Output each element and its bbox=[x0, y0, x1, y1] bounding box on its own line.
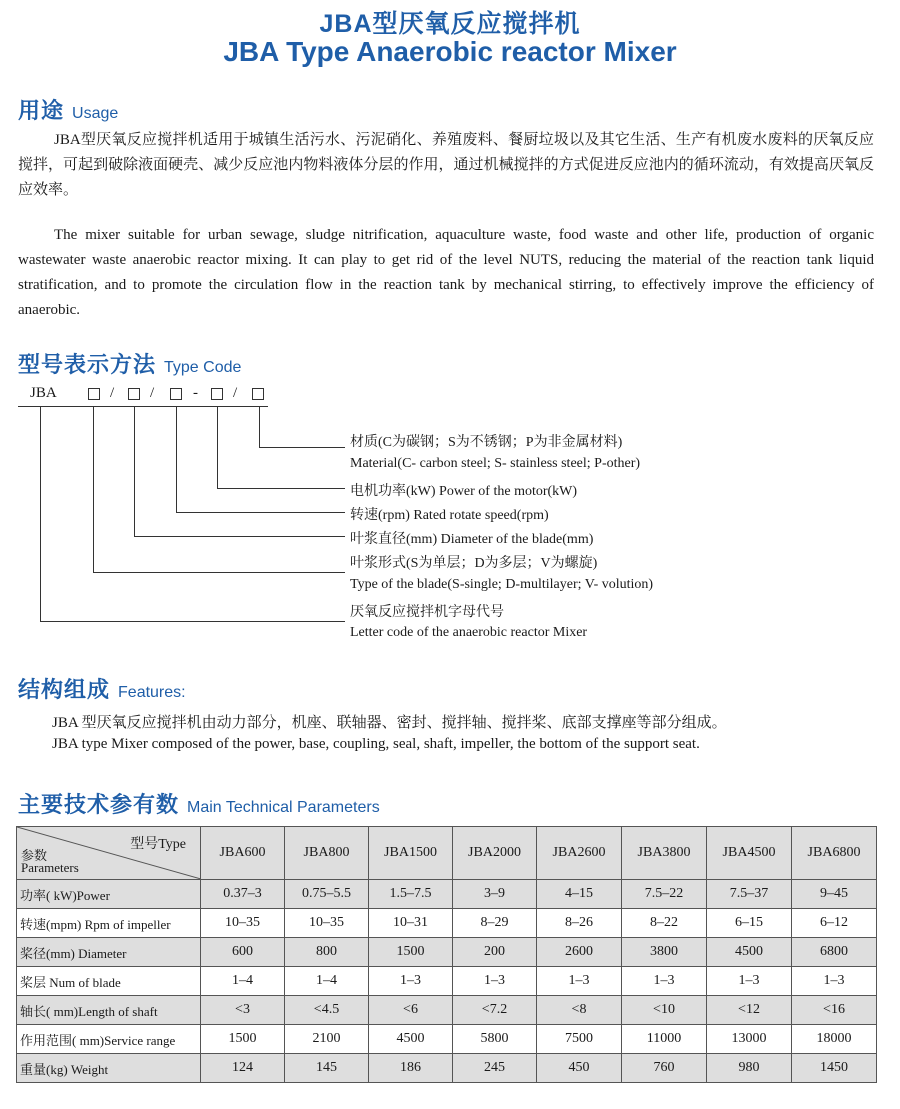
connector-material bbox=[259, 407, 260, 448]
connector-diameter bbox=[134, 536, 345, 537]
code-sep: - bbox=[193, 385, 198, 401]
table-cell: 6–15 bbox=[707, 909, 792, 938]
table-cell: 1500 bbox=[369, 938, 453, 967]
row-label: 转速(mpm) Rpm of impeller bbox=[17, 909, 201, 938]
code-underline bbox=[18, 406, 268, 407]
label-material-cn: 材质(C为碳钢；S为不锈钢；P为非金属材料) bbox=[350, 435, 623, 450]
table-cell: 1450 bbox=[792, 1054, 877, 1083]
row-label: 桨层 Num of blade bbox=[17, 967, 201, 996]
connector-letter-code bbox=[40, 407, 41, 622]
table-corner-cell bbox=[17, 827, 201, 880]
table-cell: 1–3 bbox=[369, 967, 453, 996]
table-cell: 6–12 bbox=[792, 909, 877, 938]
table-cell: 13000 bbox=[707, 1025, 792, 1054]
table-cell: 3800 bbox=[622, 938, 707, 967]
table-cell: 1500 bbox=[201, 1025, 285, 1054]
label-speed: 转速(rpm) Rated rotate speed(rpm) bbox=[350, 508, 549, 523]
page-title-cn: JBA型厌氧反应搅拌机 bbox=[319, 10, 581, 38]
table-cell: 7.5–22 bbox=[622, 880, 707, 909]
params-heading-cn: 主要技术参有数 bbox=[18, 792, 180, 817]
table-cell: <3 bbox=[201, 996, 285, 1025]
model-header: JBA600 bbox=[201, 827, 285, 880]
code-box-diameter bbox=[128, 388, 140, 400]
table-cell: <10 bbox=[622, 996, 707, 1025]
table-cell: <4.5 bbox=[285, 996, 369, 1025]
table-cell: 9–45 bbox=[792, 880, 877, 909]
label-material-en: Material(C- carbon steel; S- stainless steel; P-other) bbox=[350, 456, 641, 471]
usage-paragraph-cn: JBA型厌氧反应搅拌机适用于城镇生活污水、污泥硝化、养殖废料、餐厨垃圾以及其它生活、生产有机废水废料的厌氧反应搅拌，可起到破除液面硬壳、减少反应池内物料液体分层的作用，通过机械搅拌的方式促进反应池内的循环流动，有效提高厌氧反应效率。 bbox=[18, 132, 874, 198]
table-cell: <7.2 bbox=[453, 996, 537, 1025]
table-cell: 4500 bbox=[369, 1025, 453, 1054]
connector-blade-type bbox=[93, 572, 345, 573]
table-cell: 7.5–37 bbox=[707, 880, 792, 909]
type-code-heading-en: Type Code bbox=[164, 359, 242, 376]
connector-diameter bbox=[134, 407, 135, 537]
code-box-blade-type bbox=[88, 388, 100, 400]
table-cell: 10–31 bbox=[369, 909, 453, 938]
table-header-row bbox=[17, 827, 877, 880]
table-cell: <16 bbox=[792, 996, 877, 1025]
table-cell: <6 bbox=[369, 996, 453, 1025]
connector-speed bbox=[176, 512, 345, 513]
row-label: 作用范围( mm)Service range bbox=[17, 1025, 201, 1054]
table-cell: 8–26 bbox=[537, 909, 622, 938]
table-cell: 2600 bbox=[537, 938, 622, 967]
table-cell: 760 bbox=[622, 1054, 707, 1083]
row-label: 功率( kW)Power bbox=[17, 880, 201, 909]
connector-blade-type bbox=[93, 407, 94, 573]
table-cell: 10–35 bbox=[285, 909, 369, 938]
label-letter-code-en: Letter code of the anaerobic reactor Mixer bbox=[350, 625, 588, 640]
table-cell: <8 bbox=[537, 996, 622, 1025]
connector-material bbox=[259, 447, 345, 448]
table-cell: 1–3 bbox=[453, 967, 537, 996]
table-cell: 1–3 bbox=[792, 967, 877, 996]
corner-param-cn: 参数 bbox=[21, 848, 48, 863]
table-cell: 8–22 bbox=[622, 909, 707, 938]
table-row bbox=[17, 967, 877, 996]
table-cell: 1–3 bbox=[622, 967, 707, 996]
corner-param-en: Parameters bbox=[21, 860, 79, 875]
model-header: JBA3800 bbox=[622, 827, 707, 880]
table-cell: 1.5–7.5 bbox=[369, 880, 453, 909]
table-row bbox=[17, 1054, 877, 1083]
table-cell: 11000 bbox=[622, 1025, 707, 1054]
table-cell: <12 bbox=[707, 996, 792, 1025]
corner-type-label: 型号Type bbox=[130, 837, 186, 852]
code-box-speed bbox=[170, 388, 182, 400]
label-letter-code-cn: 厌氧反应搅拌机字母代号 bbox=[350, 605, 504, 620]
table-row bbox=[17, 996, 877, 1025]
label-blade-type-en: Type of the blade(S-single; D-multilayer; V- volution) bbox=[350, 577, 654, 592]
table-cell: 5800 bbox=[453, 1025, 537, 1054]
table-row bbox=[17, 938, 877, 967]
table-cell: 450 bbox=[537, 1054, 622, 1083]
code-sep: / bbox=[150, 385, 155, 401]
label-power: 电机功率(kW) Power of the motor(kW) bbox=[350, 484, 578, 499]
features-text-en: JBA type Mixer composed of the power, base, coupling, seal, shaft, impeller, the bottom of the support seat. bbox=[52, 736, 700, 752]
table-cell: 1–4 bbox=[285, 967, 369, 996]
model-header: JBA6800 bbox=[792, 827, 877, 880]
label-diameter: 叶浆直径(mm) Diameter of the blade(mm) bbox=[350, 532, 594, 547]
row-label: 桨径(mm) Diameter bbox=[17, 938, 201, 967]
table-row bbox=[17, 1025, 877, 1054]
page-title-en: JBA Type Anaerobic reactor Mixer bbox=[223, 36, 677, 67]
code-box-material bbox=[252, 388, 264, 400]
code-prefix: JBA bbox=[30, 385, 57, 401]
model-header: JBA4500 bbox=[707, 827, 792, 880]
table-cell: 8–29 bbox=[453, 909, 537, 938]
label-blade-type-cn: 叶浆形式(S为单层；D为多层；V为螺旋) bbox=[350, 556, 598, 571]
table-cell: 7500 bbox=[537, 1025, 622, 1054]
connector-letter-code bbox=[40, 621, 345, 622]
model-header: JBA2600 bbox=[537, 827, 622, 880]
params-heading-en: Main Technical Parameters bbox=[187, 799, 380, 816]
table-cell: 600 bbox=[201, 938, 285, 967]
table-cell: 18000 bbox=[792, 1025, 877, 1054]
model-header: JBA1500 bbox=[369, 827, 453, 880]
table-cell: 1–3 bbox=[707, 967, 792, 996]
code-sep: / bbox=[110, 385, 115, 401]
table-cell: 186 bbox=[369, 1054, 453, 1083]
table-cell: 1–3 bbox=[537, 967, 622, 996]
features-heading-cn: 结构组成 bbox=[18, 677, 111, 702]
type-code-heading bbox=[18, 348, 241, 379]
table-cell: 0.75–5.5 bbox=[285, 880, 369, 909]
features-heading bbox=[18, 673, 186, 704]
connector-power bbox=[217, 488, 345, 489]
parameters-table bbox=[16, 826, 877, 1083]
table-cell: 245 bbox=[453, 1054, 537, 1083]
usage-heading-cn: 用途 bbox=[18, 98, 65, 123]
table-cell: 800 bbox=[285, 938, 369, 967]
table-cell: 2100 bbox=[285, 1025, 369, 1054]
table-cell: 1–4 bbox=[201, 967, 285, 996]
table-cell: 200 bbox=[453, 938, 537, 967]
table-cell: 0.37–3 bbox=[201, 880, 285, 909]
features-heading-en: Features: bbox=[118, 684, 186, 701]
model-header: JBA2000 bbox=[453, 827, 537, 880]
connector-speed bbox=[176, 407, 177, 513]
table-cell: 6800 bbox=[792, 938, 877, 967]
row-label: 重量(kg) Weight bbox=[17, 1054, 201, 1083]
code-box-power bbox=[211, 388, 223, 400]
table-cell: 4500 bbox=[707, 938, 792, 967]
type-code-heading-cn: 型号表示方法 bbox=[18, 352, 157, 377]
row-label: 轴长( mm)Length of shaft bbox=[17, 996, 201, 1025]
table-cell: 4–15 bbox=[537, 880, 622, 909]
table-row bbox=[17, 909, 877, 938]
table-cell: 10–35 bbox=[201, 909, 285, 938]
table-cell: 3–9 bbox=[453, 880, 537, 909]
table-cell: 980 bbox=[707, 1054, 792, 1083]
model-header: JBA800 bbox=[285, 827, 369, 880]
features-text-cn: JBA 型厌氧反应搅拌机由动力部分，机座、联轴器、密封、搅拌轴、搅拌桨、底部支撑座等部分组成。 bbox=[52, 715, 727, 731]
code-sep: / bbox=[233, 385, 238, 401]
table-cell: 124 bbox=[201, 1054, 285, 1083]
connector-power bbox=[217, 407, 218, 489]
params-heading bbox=[18, 788, 380, 819]
table-row bbox=[17, 880, 877, 909]
usage-heading-en: Usage bbox=[72, 105, 119, 122]
usage-paragraph-en: The mixer suitable for urban sewage, sludge nitrification, aquaculture waste, food waste and other life, production of organic wastewater waste anaerobic reactor mixing. It can play to get rid of the level NUTS, reducing the material of the reaction tank liquid stratification, and to promote the circulation flow in the reaction tank by mechanical stirring, to effectively improve the efficiency of anaerobic. bbox=[18, 227, 874, 318]
usage-heading bbox=[18, 94, 118, 125]
table-cell: 145 bbox=[285, 1054, 369, 1083]
